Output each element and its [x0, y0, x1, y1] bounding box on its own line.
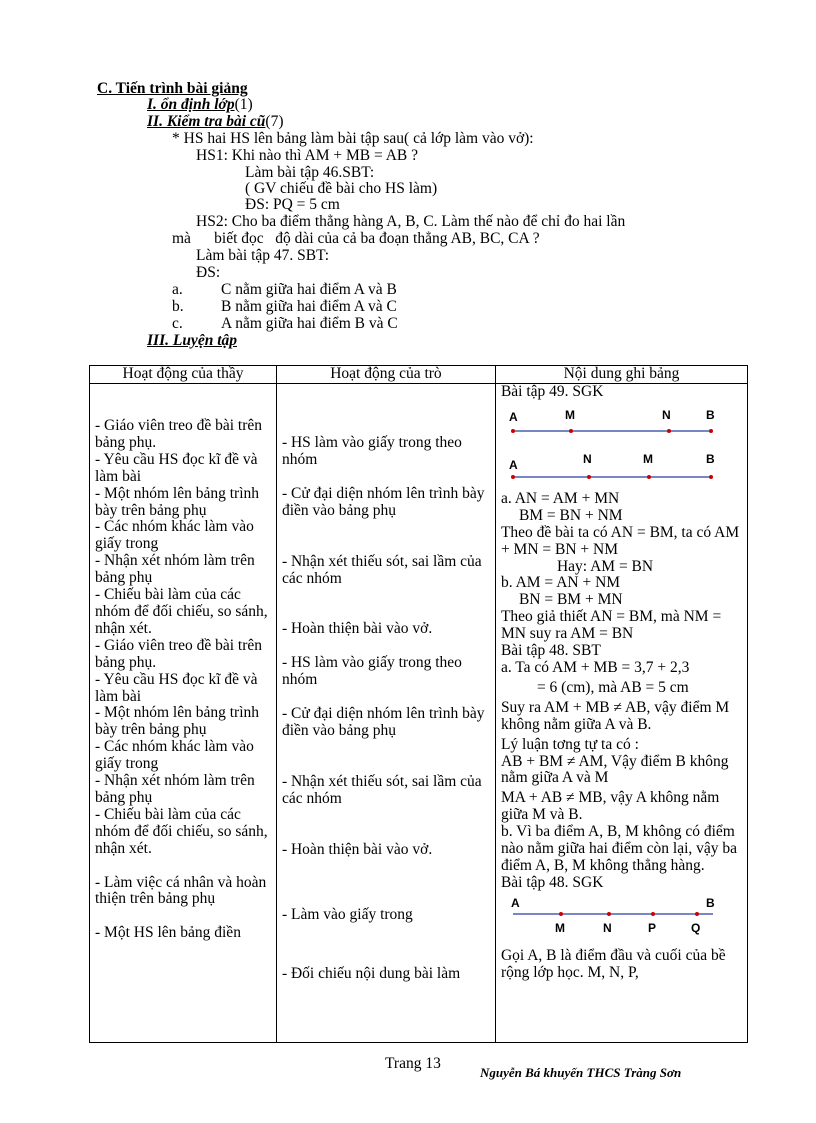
teacher-item: - Các nhóm khác làm vào giấy trong	[95, 518, 254, 553]
board-line: b. AM = AN + NM	[500, 574, 621, 592]
table-body-row	[90, 384, 748, 1043]
teacher-item: - Nhận xét nhóm làm trên bảng phụ	[95, 772, 255, 806]
board-line: = 6 (cm), mà AB = 5 cm	[536, 678, 689, 696]
board-column	[495, 384, 747, 1043]
table-header-row	[90, 366, 748, 384]
figure-segment-mnpq	[501, 896, 731, 944]
fig1-label: A	[508, 409, 518, 424]
teacher-item: - Chiếu bài làm của các nhóm để đối chiếu, so sánh, nhận xét.	[95, 805, 268, 857]
hs1-note: ( GV chiếu đề bài cho HS làm)	[245, 180, 438, 197]
figure-segment-anmb	[501, 451, 731, 487]
part2-title: II. Kiểm tra bài cũ	[147, 113, 266, 130]
teacher-item: - Yêu cầu HS đọc kĩ đề và làm bài	[95, 670, 258, 705]
student-item: - Nhận xét thiếu sót, sai lầm của các nhóm	[281, 552, 482, 587]
teacher-item: - Chiếu bài làm của các nhóm để đối chiếu, so sánh, nhận xét.	[95, 586, 268, 637]
header-student: Hoạt động của trò	[276, 366, 495, 384]
exercise-49-title: Bài tập 49. SGK	[500, 383, 604, 400]
board-line: Theo đề bài ta có AN = BM, ta có AM + MN = BN + NM	[500, 523, 740, 558]
board-line: AB + BM ≠ AM, Vậy điểm B không nằm giữa A và M	[500, 752, 729, 787]
fig1-label: N	[661, 407, 671, 422]
answer-b-text: B nằm giữa hai điểm A và C	[221, 298, 397, 315]
student-item: - HS làm vào giấy trong theo nhóm	[281, 654, 462, 689]
board-line: Gọi A, B là điểm đầu và cuối của bề rộng lớp học. M, N, P,	[500, 946, 726, 981]
exercise-48sbt-title: Bài tập 48. SBT	[500, 642, 601, 660]
teacher-item: - Các nhóm khác làm vào giấy trong	[95, 738, 254, 773]
board-line: Lý luận tơng tự ta có :	[500, 735, 639, 753]
teacher-item: - Một nhóm lên bảng trình bày trên bảng phụ	[95, 704, 260, 739]
teacher-item: - Nhận xét nhóm làm trên bảng phụ	[95, 552, 255, 587]
part1-line	[147, 96, 253, 113]
answer-a-mark: a.	[172, 281, 183, 298]
fig2-label: N	[582, 451, 592, 466]
student-item: - Đối chiếu nội dung bài làm	[281, 964, 461, 982]
hs1-answer: ĐS: PQ = 5 cm	[245, 196, 340, 213]
hs2-question-2: mà biết đọc độ dài của cả ba đoạn thẳng AB, BC, CA ?	[172, 230, 540, 247]
board-line: MA + AB ≠ MB, vậy A không nằm giữa M và B.	[500, 789, 720, 824]
part1-time: (1)	[234, 96, 253, 113]
fig2-label: M	[642, 451, 653, 466]
fig1-label: M	[564, 407, 575, 422]
fig3-top-label: B	[705, 895, 715, 910]
board-line: BN = BM + MN	[518, 591, 623, 609]
header-board: Nội dung ghi bảng	[495, 366, 747, 384]
board-line: a. AN = AM + MN	[500, 489, 620, 507]
board-line: a. Ta có AM + MB = 3,7 + 2,3	[500, 658, 690, 676]
hs2-task: Làm bài tập 47. SBT:	[196, 247, 330, 264]
part2-time: (7)	[265, 113, 284, 130]
exercise-48sgk-title: Bài tập 48. SGK	[500, 873, 604, 891]
student-column	[276, 384, 495, 1043]
fig3-top-label: A	[510, 895, 520, 910]
part3-title: III. Luyện tập	[147, 332, 237, 349]
student-item: - HS làm vào giấy trong theo nhóm	[281, 434, 462, 468]
fig2-label: A	[508, 457, 518, 472]
answer-c-mark: c.	[172, 315, 183, 332]
author-signature: Nguyễn Bá khuyến THCS Tràng Sơn	[480, 1065, 682, 1080]
student-item: - Cử đại diện nhóm lên trình bày điền vào bảng phụ	[281, 484, 485, 519]
board-line: b. Vì ba điểm A, B, M không có điểm nào nằm giữa hai điểm còn lại, vậy ba điểm A, B, M không thẳng hàng.	[500, 823, 738, 874]
fig3-bottom-label: M	[554, 920, 565, 935]
student-item: - Hoàn thiện bài vào vở.	[281, 840, 433, 858]
hs2-answer-label: ĐS:	[196, 264, 221, 281]
fig3-bottom-label: P	[647, 920, 656, 935]
board-line: Hay: AM = BN	[556, 557, 654, 575]
page-number: Trang 13	[385, 1055, 441, 1072]
hs1-question: HS1: Khi nào thì AM + MB = AB ?	[196, 147, 419, 164]
teacher-item: - Giáo viên treo đề bài trên bảng phụ.	[95, 417, 262, 451]
answer-b-mark: b.	[172, 298, 184, 315]
hs1-task: Làm bài tập 46.SBT:	[245, 164, 375, 181]
teacher-item: - Một nhóm lên bảng trình bày trên bảng phụ	[95, 484, 260, 519]
section-heading: C. Tiến trình bài giảng	[97, 80, 248, 97]
activity-table	[89, 365, 748, 1043]
fig3-bottom-label: Q	[690, 920, 701, 935]
student-item: - Làm vào giấy trong	[281, 905, 413, 923]
teacher-column	[90, 384, 277, 1043]
board-line: Suy ra AM + MB ≠ AB, vậy điểm M không nằm giữa A và B.	[500, 698, 730, 733]
homework-intro: * HS hai HS lên bảng làm bài tập sau( cả lớp làm vào vở):	[172, 130, 534, 147]
student-item: - Nhận xét thiếu sót, sai lầm của các nhóm	[281, 772, 482, 807]
student-item: - Hoàn thiện bài vào vở.	[281, 620, 433, 638]
fig1-label: B	[705, 407, 715, 422]
fig3-bottom-label: N	[602, 920, 612, 935]
fig2-label: B	[705, 451, 715, 466]
hs2-question-1: HS2: Cho ba điểm thẳng hàng A, B, C. Làm thế nào để chỉ đo hai lần	[196, 213, 626, 230]
answer-c-text: A nằm giữa hai điểm B và C	[221, 315, 398, 332]
header-teacher: Hoạt động của thầy	[90, 366, 277, 384]
teacher-item: - Yêu cầu HS đọc kĩ đề và làm bài	[95, 450, 258, 485]
teacher-item: - Một HS lên bảng điền	[95, 924, 241, 942]
board-line: BM = BN + NM	[518, 506, 623, 524]
figure-segment-amnb	[501, 405, 731, 441]
teacher-item: - Làm việc cá nhân và hoàn thiện trên bảng phụ	[95, 873, 267, 908]
board-line: Theo giả thiết AN = BM, mà NM = MN suy ra AM = BN	[500, 608, 722, 643]
teacher-item: - Giáo viên treo đề bài trên bảng phụ.	[95, 636, 262, 671]
student-item: - Cử đại diện nhóm lên trình bày điền vào bảng phụ	[281, 705, 485, 740]
part1-title: I. ổn định lớp	[147, 96, 235, 113]
part2-line	[147, 113, 284, 130]
answer-a-text: C nằm giữa hai điểm A và B	[221, 281, 397, 298]
